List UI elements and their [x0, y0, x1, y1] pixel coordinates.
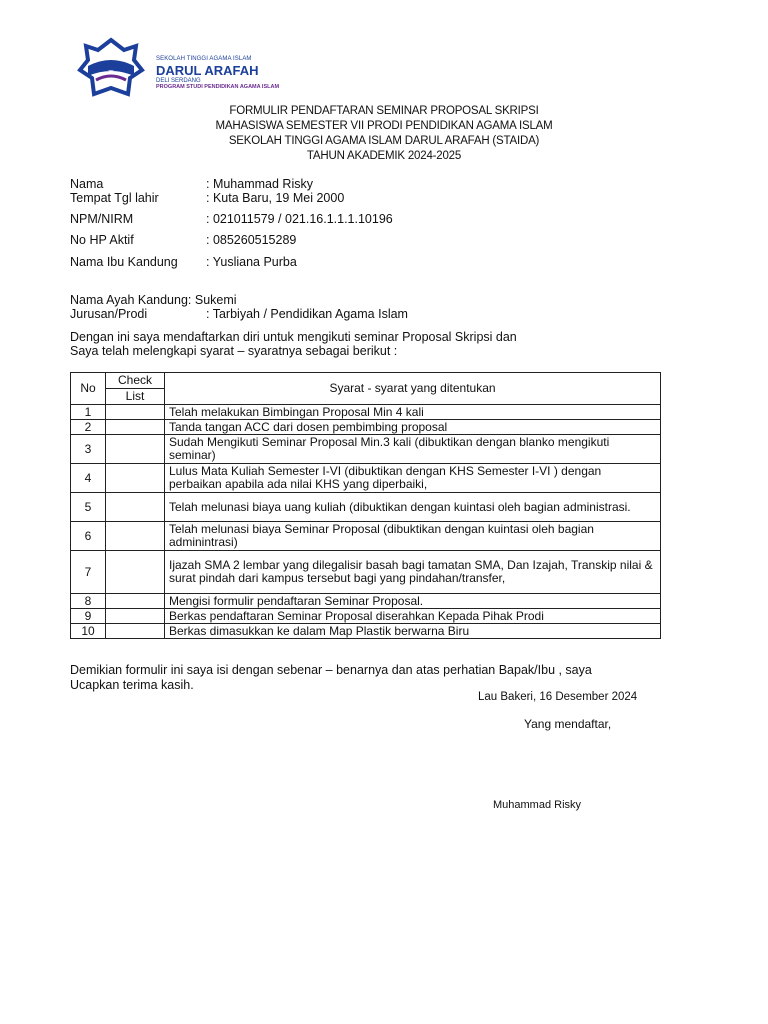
title-line-3: SEKOLAH TINGGI AGAMA ISLAM DARUL ARAFAH (STAIDA) — [228, 135, 540, 147]
field-value: : 085260515289 — [206, 233, 297, 247]
field-label: Jurusan/Prodi — [70, 307, 148, 321]
row-checkbox[interactable] — [106, 522, 165, 551]
logo-text — [156, 56, 279, 91]
row-checkbox[interactable] — [106, 464, 165, 493]
field-value: : 021011579 / 021.16.1.1.1.10196 — [206, 212, 393, 226]
row-checkbox[interactable] — [106, 624, 165, 639]
field-value: : Kuta Baru, 19 Mei 2000 — [206, 191, 345, 205]
intro-paragraph — [70, 330, 517, 358]
row-text: Telah melunasi biaya uang kuliah (dibuktikan dengan kuintasi oleh bagian administrasi. — [165, 493, 661, 522]
table-row — [71, 551, 661, 594]
row-text: Mengisi formulir pendaftaran Seminar Proposal. — [165, 594, 661, 609]
field-label: Nama Ibu Kandung — [70, 255, 178, 269]
row-checkbox[interactable] — [106, 435, 165, 464]
field-nama-ayah — [70, 293, 237, 307]
header-check: Check — [106, 373, 165, 389]
field-value: : Tarbiyah / Pendidikan Agama Islam — [206, 307, 408, 321]
row-text: Lulus Mata Kuliah Semester I-VI (dibuktikan dengan KHS Semester I-VI ) dengan perbaikan apabila ada nilai KHS yang diperbaiki, — [165, 464, 661, 493]
header-syarat: Syarat - syarat yang ditentukan — [165, 373, 661, 405]
row-text: Telah melakukan Bimbingan Proposal Min 4 kali — [165, 405, 661, 420]
row-text: Ijazah SMA 2 lembar yang dilegalisir basah bagi tamatan SMA, Dan Izajah, Transkip nilai & surat pindah dari kampus tersebut bagi yang pindahan/transfer, — [165, 551, 661, 594]
row-text: Tanda tangan ACC dari dosen pembimbing proposal — [165, 420, 661, 435]
table-row — [71, 624, 661, 639]
row-no: 9 — [71, 609, 106, 624]
sign-label: Yang mendaftar, — [524, 717, 612, 731]
intro-line-1: Dengan ini saya mendaftarkan diri untuk mengikuti seminar Proposal Skripsi dan — [70, 330, 517, 344]
table-row — [71, 522, 661, 551]
row-text: Berkas dimasukkan ke dalam Map Plastik berwarna Biru — [165, 624, 661, 639]
row-checkbox[interactable] — [106, 594, 165, 609]
table-row — [71, 420, 661, 435]
table-row — [71, 435, 661, 464]
field-value: : Yusliana Purba — [206, 255, 297, 269]
header-list: List — [106, 389, 165, 405]
field-label: No HP Aktif — [70, 233, 134, 247]
logo-line-1: SEKOLAH TINGGI AGAMA ISLAM — [156, 56, 252, 62]
row-checkbox[interactable] — [106, 609, 165, 624]
campus-logo — [76, 36, 146, 100]
table-row — [71, 609, 661, 624]
row-no: 10 — [71, 624, 106, 639]
row-checkbox[interactable] — [106, 420, 165, 435]
row-text: Telah melunasi biaya Seminar Proposal (dibuktikan dengan kuintasi oleh bagian adminintrasi) — [165, 522, 661, 551]
field-label: Nama — [70, 177, 104, 191]
form-title — [0, 104, 768, 164]
table-row — [71, 464, 661, 493]
row-text: Berkas pendaftaran Seminar Proposal diserahkan Kepada Pihak Prodi — [165, 609, 661, 624]
row-checkbox[interactable] — [106, 493, 165, 522]
requirements-table — [70, 372, 661, 639]
closing-paragraph — [70, 663, 592, 693]
closing-line-1: Demikian formulir ini saya isi dengan sebenar – benarnya dan atas perhatian Bapak/Ibu , saya — [70, 663, 592, 677]
field-label: Tempat Tgl lahir — [70, 191, 159, 205]
row-no: 4 — [71, 464, 106, 493]
place-date: Lau Bakeri, 16 Desember 2024 — [478, 691, 638, 703]
logo-line-4: PROGRAM STUDI PENDIDIKAN AGAMA ISLAM — [156, 84, 280, 90]
row-no: 3 — [71, 435, 106, 464]
row-text: Sudah Mengikuti Seminar Proposal Min.3 kali (dibuktikan dengan blanko mengikuti seminar) — [165, 435, 661, 464]
table-row — [71, 405, 661, 420]
row-checkbox[interactable] — [106, 551, 165, 594]
field-ayah-text: Nama Ayah Kandung: Sukemi — [70, 293, 237, 307]
title-line-1: FORMULIR PENDAFTARAN SEMINAR PROPOSAL SKRIPSI — [229, 105, 539, 117]
row-no: 7 — [71, 551, 106, 594]
logo-line-3: DELI SERDANG — [156, 78, 201, 84]
closing-line-2: Ucapkan terima kasih. — [70, 678, 194, 692]
title-line-2: MAHASISWA SEMESTER VII PRODI PENDIDIKAN AGAMA ISLAM — [215, 120, 553, 132]
row-no: 2 — [71, 420, 106, 435]
table-row — [71, 594, 661, 609]
header-no: No — [71, 373, 106, 405]
row-no: 1 — [71, 405, 106, 420]
signatory-name: Muhammad Risky — [493, 799, 582, 811]
row-checkbox[interactable] — [106, 405, 165, 420]
row-no: 5 — [71, 493, 106, 522]
row-no: 6 — [71, 522, 106, 551]
field-value: : Muhammad Risky — [206, 177, 313, 191]
svg-text:~: ~ — [107, 66, 115, 75]
row-no: 8 — [71, 594, 106, 609]
title-line-4: TAHUN AKADEMIK 2024-2025 — [306, 150, 462, 162]
table-header-row — [71, 373, 661, 389]
intro-line-2: Saya telah melengkapi syarat – syaratnya sebagai berikut : — [70, 344, 398, 358]
table-row — [71, 493, 661, 522]
logo-line-2: DARUL ARAFAH — [156, 63, 259, 78]
field-label: NPM/NIRM — [70, 212, 134, 226]
